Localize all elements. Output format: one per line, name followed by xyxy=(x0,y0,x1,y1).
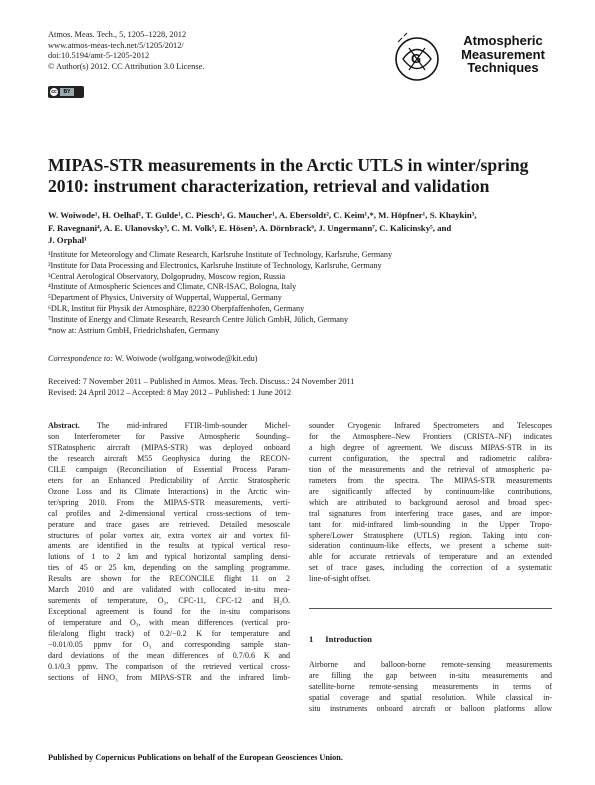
abstract-line: set of trace gases, including the correction of a systematic xyxy=(309,563,552,573)
affiliation: ⁵Department of Physics, University of Wuppertal, Wuppertal, Germany xyxy=(48,293,282,303)
abstract-line: cal profiles and 2-dimensional vertical cross-sections of tem- xyxy=(48,508,290,518)
paper-title xyxy=(48,155,553,197)
correspondence-text[interactable]: W. Woiwode (wolfgang.woiwode@kit.edu) xyxy=(112,354,258,363)
abstract-line: ter/spring 2010. From the MIPAS-STR measurements, verti- xyxy=(48,497,290,507)
abstract-line: file/along flight track) of 0.2/−0.2 K for temperature and xyxy=(48,629,290,639)
abstract-line: tion of the measurements and the retrieval of atmospheric pa- xyxy=(309,464,552,474)
affiliation: ³Central Aerological Observatory, Dolgoprudny, Moscow region, Russia xyxy=(48,271,286,281)
author-line: W. Woiwode¹, H. Oelhaf¹, T. Gulde¹, C. Piesch¹, G. Maucher¹, A. Ebersoldt², C. Keim¹,*, M. Höpfner¹, S. Khaykin³, xyxy=(48,210,477,220)
svg-text:G: G xyxy=(411,51,422,66)
intro-line: situ instruments onboard aircraft or balloon platforms allow xyxy=(309,703,552,713)
abstract-column-right xyxy=(309,421,552,585)
journal-info xyxy=(48,30,204,72)
intro-line: spatial coverage and spatial resolution. While classical in- xyxy=(309,692,552,702)
abstract-line: surements of temperature, O₃, CFC-11, CFC-12 and H₂O. xyxy=(48,596,290,606)
section-number: 1 xyxy=(309,634,314,644)
abstract-line: aments are identified in the results at typical vertical reso- xyxy=(48,541,290,551)
abstract-line: dard deviations of the mean differences of 0.7/0.6 K and xyxy=(48,651,290,661)
abstract-line: structures of polar vortex air, extra vortex air and vortex fil- xyxy=(48,530,290,540)
cc-license-badge[interactable] xyxy=(48,86,84,98)
abstract-line: CILE campaign (Reconciliation of Essential Process Param- xyxy=(48,464,290,474)
abstract-line: −0.01/0.05 ppmv for O₃ and corresponding sample stan- xyxy=(48,640,290,650)
title-line: 2010: instrument characterization, retrieval and validation xyxy=(48,176,490,196)
journal-license: © Author(s) 2012. CC Attribution 3.0 License. xyxy=(48,61,205,71)
abstract-line: able for accurate retrievals of temperature and an extended xyxy=(309,552,552,562)
affiliation: *now at: Astrium GmbH, Friedrichshafen, Germany xyxy=(48,325,220,335)
abstract-line: STRatospheric aircraft (MIPAS-STR) was deployed onboard xyxy=(48,442,290,452)
affiliation: ⁴Institute of Atmospheric Sciences and Climate, CNR-ISAC, Bologna, Italy xyxy=(48,282,297,292)
abstract-line: tant for mid-infrared limb-sounding in the Upper Tropo- xyxy=(309,519,552,529)
received-line: Received: 7 November 2011 – Published in Atmos. Meas. Tech. Discuss.: 24 November 2011 xyxy=(48,377,355,386)
affiliation: ²Institute for Data Processing and Electronics, Karlsruhe Institute of Technology, Karlsruhe, Germany xyxy=(48,260,382,270)
correspondence xyxy=(48,354,258,363)
correspondence-label: Correspondence to: xyxy=(48,354,113,363)
introduction-text xyxy=(309,660,552,715)
intro-line: satellite-borne remote-sensing measurements in terms of xyxy=(309,681,552,691)
journal-logo-text xyxy=(448,34,558,75)
abstract-line: ties of 45 or 25 km, depending on the sampling programme. xyxy=(48,563,290,573)
cc-icon: cc xyxy=(51,89,57,95)
abstract-line: perature and trace gases are retrieved. Detailed mesoscale xyxy=(48,519,290,529)
abstract-line: 0.1/0.3 ppmv. The comparison of the retrieved vertical cross- xyxy=(48,661,290,671)
abstract-line: sections of HNO₃ from MIPAS-STR and the infrared limb- xyxy=(48,672,290,682)
by-icon: BY xyxy=(60,88,74,96)
affiliation-list xyxy=(48,250,553,336)
abstract-line: March 2010 and are validated with collocated in-situ mea- xyxy=(48,585,290,595)
abstract-line: son Interferometer for Passive Atmospheric Sounding– xyxy=(48,431,290,441)
abstract-label: Abstract. xyxy=(48,421,80,430)
abstract-line: sounder Cryogenic Infrared Spectrometers and Telescopes xyxy=(309,421,552,430)
author-list xyxy=(48,209,553,247)
abstract-line: Results are shown for the RECONCILE flight 11 on 2 xyxy=(48,574,290,584)
abstract-line: sideration continuum-like effects, we present a scheme suit- xyxy=(309,541,552,551)
author-line: F. Ravegnani⁴, A. E. Ulanovsky³, C. M. Volk⁵, E. Hösen⁵, A. Dörnbrack⁶, J. Ungermann⁷, C. Kalicinsky⁵, and xyxy=(48,222,452,233)
abstract-line: for the Atmosphere–New Frontiers (CRISTA–NF) indicates xyxy=(309,431,552,441)
title-line: MIPAS-STR measurements in the Arctic UTLS in winter/spring xyxy=(48,155,529,175)
abstract-line: sphere/Lower Stratosphere (UTLS) region. Taking into con- xyxy=(309,530,552,540)
journal-url[interactable]: www.atmos-meas-tech.net/5/1205/2012/ xyxy=(48,40,184,50)
author-line: J. Orphal¹ xyxy=(48,235,87,245)
logo-line: Atmospheric xyxy=(463,33,543,48)
abstract-line: current configuration, the spectral and radiometric calibra- xyxy=(309,453,552,463)
section-title: Introduction xyxy=(325,634,372,644)
abstract-line: the research aircraft M55 Geophysica during the RECON- xyxy=(48,453,290,463)
abstract-line: eters for an Enhanced Predictability of Arctic Stratospheric xyxy=(48,475,290,485)
affiliation: ⁶DLR, Institut für Physik der Atmosphäre, 82230 Oberpfaffenhofen, Germany xyxy=(48,303,305,313)
journal-doi[interactable]: doi:10.5194/amt-5-1205-2012 xyxy=(48,51,150,61)
publisher-footer: Published by Copernicus Publications on behalf of the European Geosciences Union. xyxy=(48,753,343,762)
abstract-line: a high degree of agreement. We discuss MIPAS-STR in its xyxy=(309,442,552,452)
abstract-line: are significantly affected by continuum-like contributions, xyxy=(309,486,552,496)
intro-line: Airborne and balloon-borne remote-sensing measurements xyxy=(309,660,552,669)
intro-line: are filling the gap between in-situ measurements and xyxy=(309,670,552,680)
abstract-line: Ozone Loss and its Climate Interactions) in the Arctic win- xyxy=(48,486,290,496)
abstract-line: lutions of 1 to 2 km and typical horizontal sampling densi- xyxy=(48,552,290,562)
abstract-line: which are attributed to background aerosol and broad spec- xyxy=(309,497,552,507)
abstract-column-left xyxy=(48,421,290,684)
logo-line: Techniques xyxy=(467,60,539,75)
abstract-line: tral signatures from interfering trace gases, and are impor- xyxy=(309,508,552,518)
section-divider xyxy=(309,608,552,609)
abstract-line: of temperature and O₃, with mean differences (vertical pro- xyxy=(48,618,290,628)
publication-dates xyxy=(48,377,354,399)
abstract-line: Abstract. The mid-infrared FTIR-limb-sounder Michel- xyxy=(48,421,290,430)
journal-citation: Atmos. Meas. Tech., 5, 1205–1228, 2012 xyxy=(48,30,187,39)
abstract-line: rameters from the spectra. The MIPAS-STR measurements xyxy=(309,475,552,485)
section-heading xyxy=(309,634,372,644)
logo-line: Measurement xyxy=(461,46,545,62)
revised-line: Revised: 24 April 2012 – Accepted: 8 May 2012 – Published: 1 June 2012 xyxy=(48,387,292,397)
abstract-line: Exceptional agreement is found for the in-situ comparisons xyxy=(48,607,290,617)
abstract-line: line-of-sight offset. xyxy=(309,574,371,584)
affiliation: ¹Institute for Meteorology and Climate Research, Karlsruhe Institute of Technology, Karlsruhe, Germany xyxy=(48,250,393,259)
affiliation: ⁷Institute of Energy and Climate Research, Research Centre Jülich GmbH, Jülich, Germany xyxy=(48,314,349,324)
